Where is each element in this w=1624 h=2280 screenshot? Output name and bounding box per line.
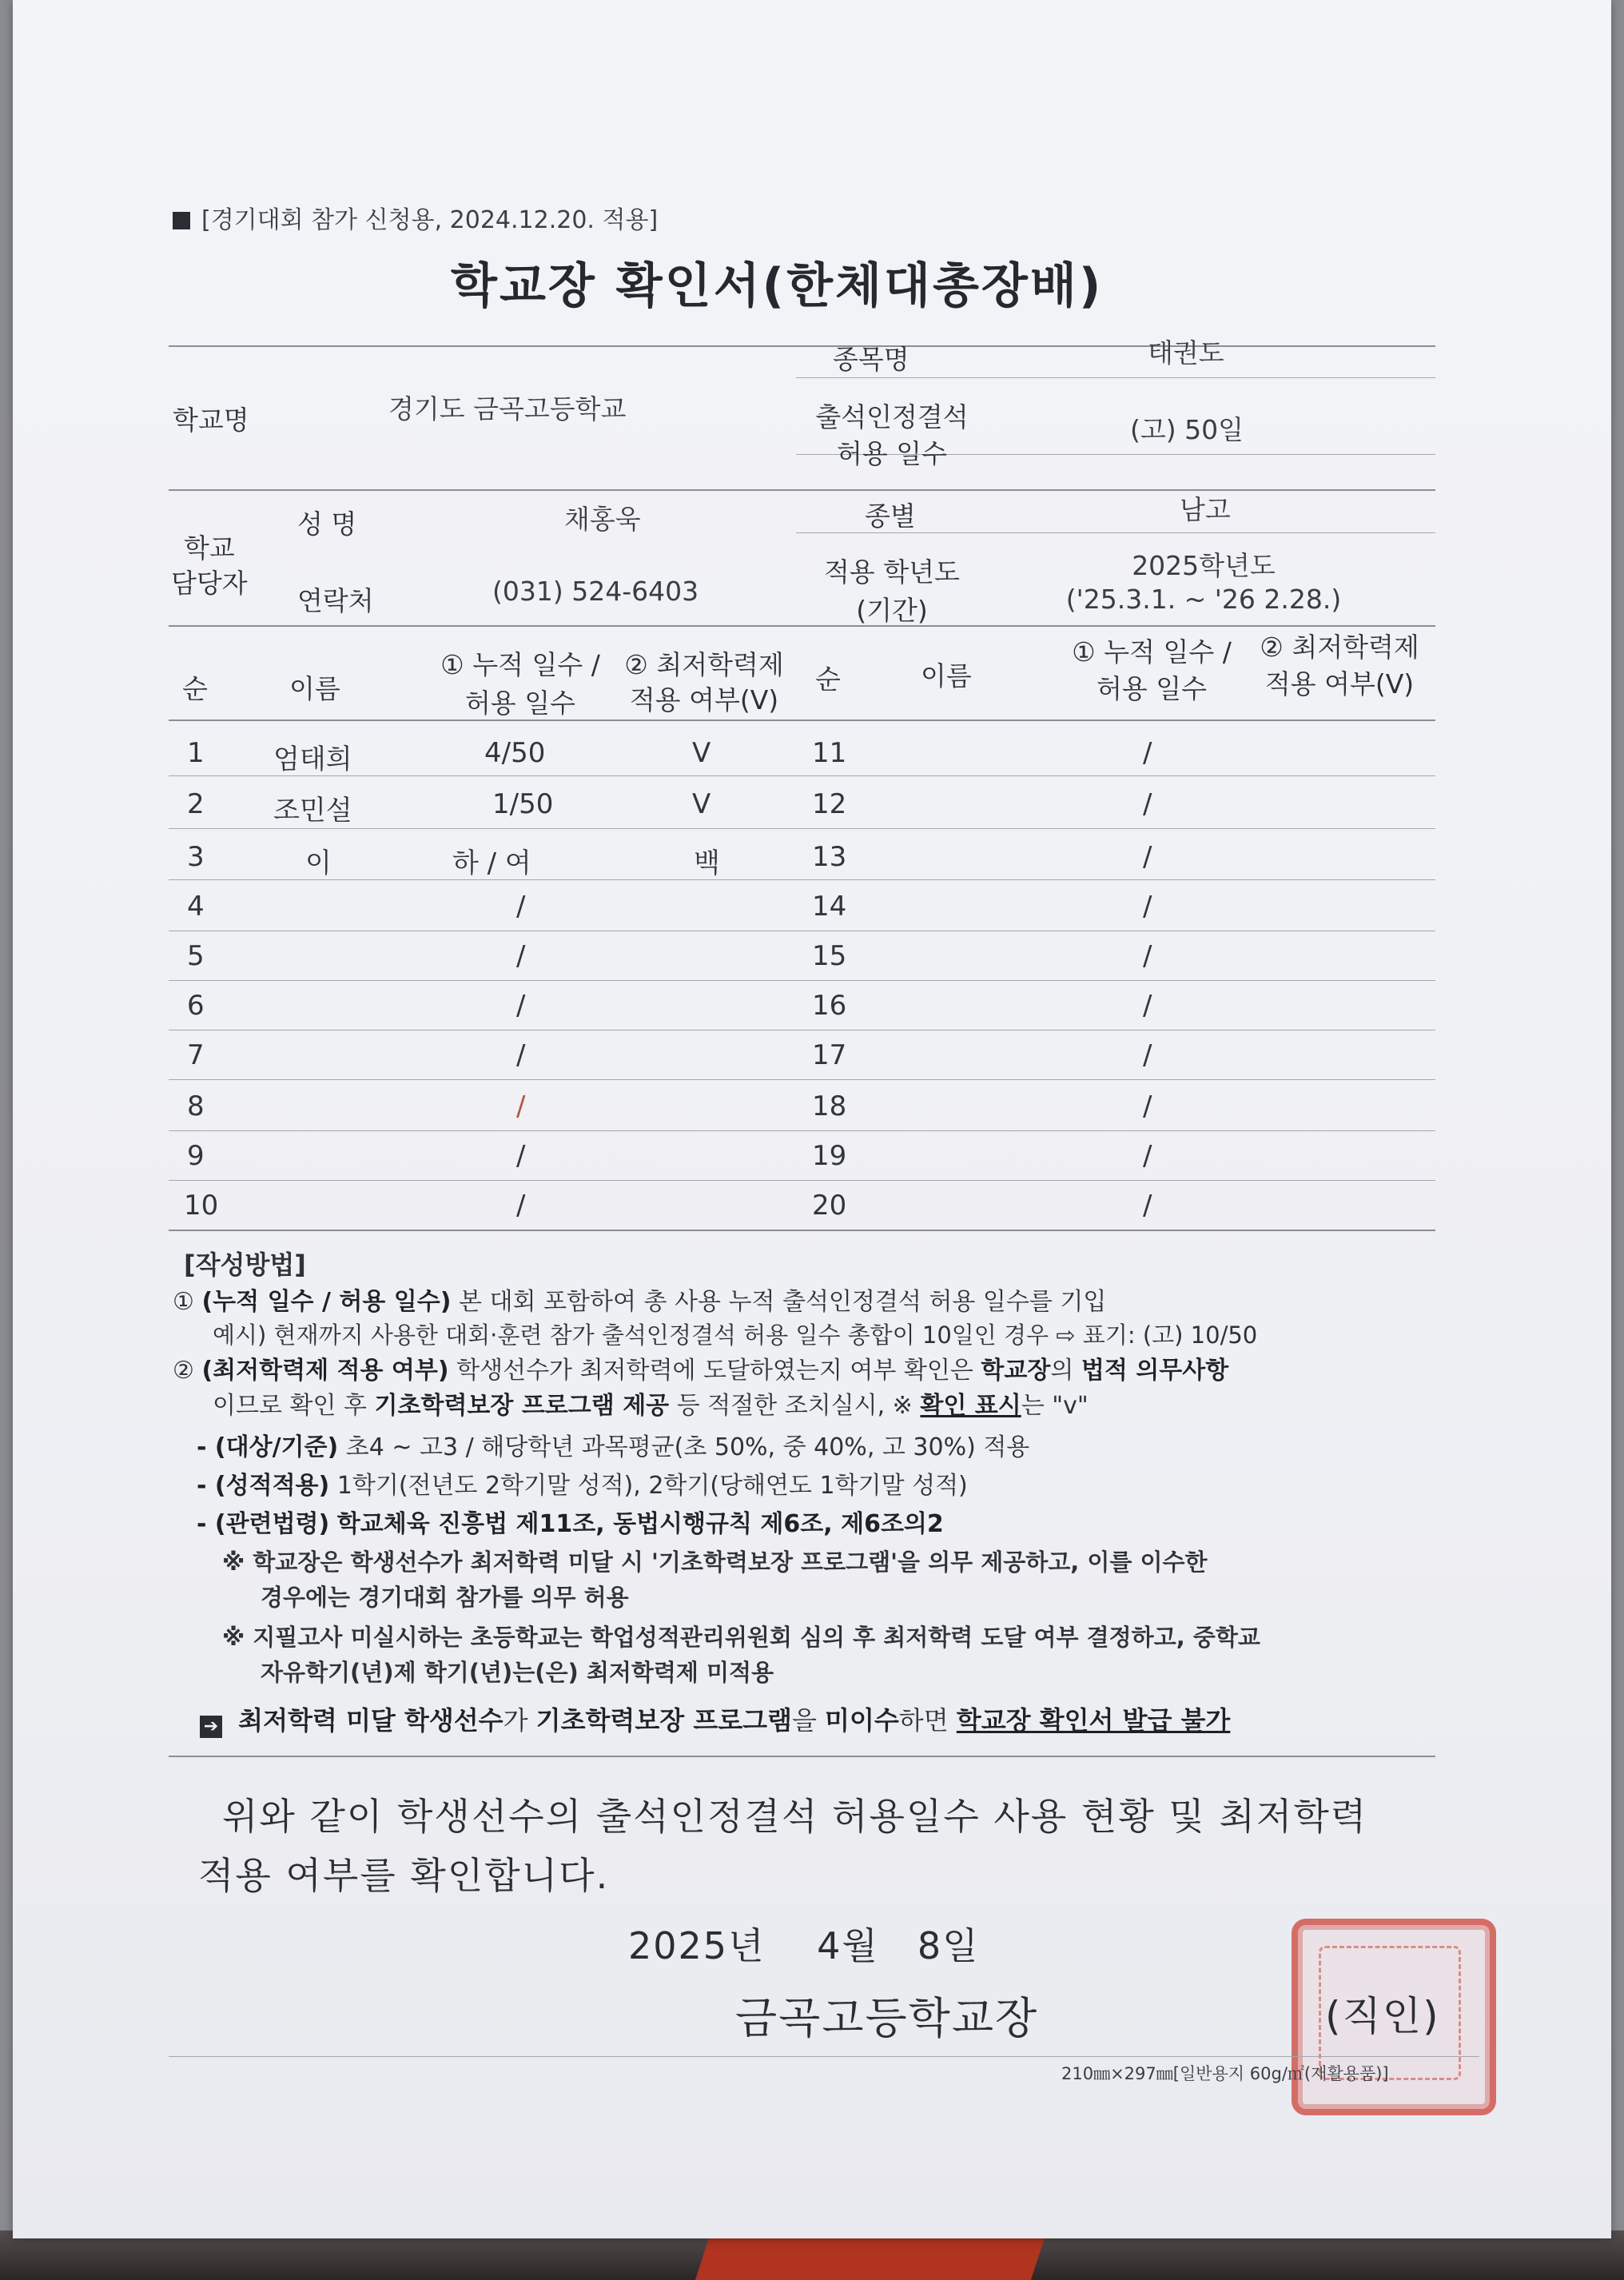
rule-event xyxy=(796,377,1435,378)
item2-text2: 의 xyxy=(1050,1357,1074,1385)
col-name-right: 이름 xyxy=(921,660,972,692)
row-no-right: 14 xyxy=(812,891,847,923)
document-title: 학교장 확인서(한체대총장배) xyxy=(451,258,1104,314)
row-days: / xyxy=(516,1190,526,1222)
item2-line2-c: 등 적절한 조치실시, ※ xyxy=(676,1392,913,1420)
sub1-bold: - (대상/기준) xyxy=(197,1433,339,1461)
rule-header-top xyxy=(169,345,1435,347)
table-row xyxy=(173,726,1435,775)
row-no: 7 xyxy=(187,1039,205,1071)
row-no: 4 xyxy=(187,891,205,923)
howto-final xyxy=(200,1705,1231,1738)
table-row xyxy=(173,777,1435,827)
manager-label-2: 담당자 xyxy=(171,568,248,599)
final-a: 최저학력 미달 학생선수 xyxy=(238,1705,504,1736)
col-min-left-1: ② 최저학력제 xyxy=(624,649,784,680)
col-days-left-2: 허용 일수 xyxy=(464,688,575,719)
col-days-right-1: ① 누적 일수 / xyxy=(1072,636,1232,668)
row-rule xyxy=(169,775,1435,776)
row-name: 조민설 xyxy=(273,795,352,827)
col-days-right-2: 허용 일수 xyxy=(1096,673,1207,704)
row-days-right: / xyxy=(1143,891,1152,923)
year-value-1: 2025학년도 xyxy=(1132,550,1276,581)
row-days: 하 / 여 xyxy=(452,847,531,879)
top-note-text: [경기대회 참가 신청용, 2024.12.20. 적용] xyxy=(201,206,659,234)
final-c: 기초학력보장 프로그램 xyxy=(535,1705,792,1736)
row-no-right: 12 xyxy=(812,788,847,820)
row-days-right: / xyxy=(1143,1039,1152,1071)
howto-note1-line1: ※ 학교장은 학생선수가 최저학력 미달 시 '기초학력보장 프로그램'을 의무 제공하고, 이를 이수한 xyxy=(222,1549,1208,1576)
name-value: 채홍욱 xyxy=(564,504,641,535)
item1-text: 본 대회 포함하여 총 사용 누적 출석인정결석 허용 일수를 기입 xyxy=(459,1288,1107,1316)
year-label-2: (기간) xyxy=(856,595,928,626)
row-days-right: / xyxy=(1143,940,1152,972)
top-note xyxy=(173,200,658,235)
row-days-right: / xyxy=(1143,1140,1152,1172)
final-g: 학교장 확인서 발급 불가 xyxy=(956,1705,1231,1736)
circle-two-icon: ② xyxy=(173,1357,194,1385)
row-no: 2 xyxy=(187,788,205,820)
row-days-right: / xyxy=(1143,841,1152,873)
school-value: 경기도 금곡고등학교 xyxy=(388,393,627,425)
howto-note1-line2: 경우에는 경기대회 참가를 의무 허용 xyxy=(261,1584,629,1611)
row-days: / xyxy=(516,990,526,1022)
row-name: 엄태희 xyxy=(273,743,352,775)
final-f: 하면 xyxy=(898,1705,949,1736)
item2-line2-d: 확인 표시 xyxy=(920,1392,1021,1420)
sub2-bold: - (성적적용) xyxy=(197,1472,330,1500)
table-row xyxy=(173,1178,1435,1228)
final-d: 을 xyxy=(791,1705,817,1736)
gender-value: 남고 xyxy=(1180,494,1231,525)
seal-label: (직인) xyxy=(1325,1993,1440,2039)
row-no: 1 xyxy=(187,737,205,769)
row-days: / xyxy=(516,891,526,923)
row-rule xyxy=(169,828,1435,829)
row-check: V xyxy=(692,737,711,769)
paper-spec: 210㎜×297㎜[일반용지 60g/㎡(재활용품)] xyxy=(1061,2064,1389,2083)
confirm-date: 2025년 4월 8일 xyxy=(628,1924,980,1967)
row-days-right: / xyxy=(1143,737,1152,769)
item2-line2-b: 기초학력보장 프로그램 제공 xyxy=(374,1392,670,1420)
sub3-text: 학교체육 진흥법 제11조, 동법시행규칙 제6조, 제6조의2 xyxy=(336,1510,944,1538)
item2-bold: (최저학력제 적용 여부) xyxy=(201,1357,449,1385)
row-days: / xyxy=(516,1090,526,1122)
row-no: 9 xyxy=(187,1140,205,1172)
col-name-left: 이름 xyxy=(289,673,340,704)
table-row xyxy=(173,1028,1435,1078)
row-days: / xyxy=(516,1039,526,1071)
howto-note2-line1: ※ 지필고사 미실시하는 초등학교는 학업성적관리위원회 심의 후 최저학력 도달 여부 결정하고, 중학교 xyxy=(222,1624,1260,1651)
item2-text: 학생선수가 최저학력에 도달하였는지 여부 확인은 xyxy=(456,1357,973,1385)
item2-line2-a: 이므로 확인 후 xyxy=(213,1392,367,1420)
row-days-right: / xyxy=(1143,1090,1152,1122)
row-no-right: 15 xyxy=(812,940,847,972)
sub2-text: 1학기(전년도 2학기말 성적), 2학기(당해연도 1학기말 성적) xyxy=(336,1472,968,1500)
row-no: 3 xyxy=(187,841,205,873)
item2-line2-e: 는 "v" xyxy=(1021,1392,1089,1420)
row-days: 1/50 xyxy=(492,788,554,820)
row-check: 백 xyxy=(694,847,720,879)
row-name: 이 xyxy=(305,847,332,879)
gender-label: 종별 xyxy=(865,500,916,532)
item2-bold2: 학교장 xyxy=(981,1357,1051,1385)
row-no-right: 19 xyxy=(812,1140,847,1172)
row-days-right: / xyxy=(1143,788,1152,820)
howto-sub2 xyxy=(197,1474,968,1498)
year-label-1: 적용 학년도 xyxy=(824,556,960,588)
row-days: 4/50 xyxy=(484,737,546,769)
row-days-right: / xyxy=(1143,990,1152,1022)
row-no-right: 16 xyxy=(812,990,847,1022)
table-bottom-rule xyxy=(169,1230,1435,1231)
howto-sub3 xyxy=(197,1510,944,1538)
rule-bottom xyxy=(169,2056,1479,2057)
col-no-left: 순 xyxy=(182,673,208,704)
table-row xyxy=(173,830,1435,879)
event-label: 종목명 xyxy=(833,344,910,375)
school-label: 학교명 xyxy=(173,405,249,436)
final-e: 미이수 xyxy=(825,1705,899,1736)
table-row xyxy=(173,929,1435,979)
row-no-right: 11 xyxy=(812,737,847,769)
row-no: 8 xyxy=(187,1090,205,1122)
row-no-right: 20 xyxy=(812,1190,847,1222)
row-no-right: 13 xyxy=(812,841,847,873)
col-days-left-1: ① 누적 일수 / xyxy=(440,649,600,680)
contact-value: (031) 524-6403 xyxy=(492,576,699,607)
confirm-line1: 위와 같이 학생선수의 출석인정결석 허용일수 사용 현황 및 최저학력 xyxy=(222,1795,1368,1838)
final-b: 가 xyxy=(503,1705,528,1736)
name-label: 성 명 xyxy=(297,508,357,540)
circle-one-icon: ① xyxy=(173,1288,194,1316)
row-days-right: / xyxy=(1143,1190,1152,1222)
absence-label-1: 출석인정결석 xyxy=(815,401,969,432)
absence-value: (고) 50일 xyxy=(1130,414,1244,445)
arrow-box-icon: ➔ xyxy=(200,1716,222,1738)
row-no-right: 17 xyxy=(812,1039,847,1071)
rule-before-confirm xyxy=(169,1756,1435,1757)
sub1-text: 초4 ~ 고3 / 해당학년 과목평균(초 50%, 중 40%, 고 30%) 적용 xyxy=(345,1433,1030,1461)
row-no-right: 18 xyxy=(812,1090,847,1122)
event-value: 태권도 xyxy=(1148,337,1224,369)
table-row xyxy=(173,1129,1435,1178)
sub3-bold: - (관련법령) xyxy=(197,1510,330,1538)
howto-note2-line2: 자유학기(년)제 학기(년)는(은) 최저학력제 미적용 xyxy=(261,1659,774,1686)
certificate-paper xyxy=(13,0,1611,2238)
year-value-2: ('25.3.1. ~ '26 2.28.) xyxy=(1065,584,1342,615)
principal-name: 금곡고등학교장 xyxy=(735,1993,1039,2043)
absence-label-2: 허용 일수 xyxy=(836,438,947,469)
row-no: 6 xyxy=(187,990,205,1022)
table-row xyxy=(173,979,1435,1028)
rule-columns-bottom xyxy=(169,719,1435,721)
table-row xyxy=(173,1079,1435,1129)
col-min-right-1: ② 최저학력제 xyxy=(1260,632,1419,663)
howto-item2 xyxy=(173,1359,1228,1383)
row-days: / xyxy=(516,1140,526,1172)
col-no-right: 순 xyxy=(815,664,841,695)
square-bullet-icon xyxy=(173,212,190,229)
manager-label-1: 학교 xyxy=(184,532,235,564)
howto-item2-line2 xyxy=(213,1394,1089,1418)
row-no: 5 xyxy=(187,940,205,972)
item2-bold3: 법적 의무사항 xyxy=(1081,1357,1229,1385)
rule-school xyxy=(169,489,1435,491)
confirm-line2: 적용 여부를 확인합니다. xyxy=(198,1854,610,1897)
item1-bold: (누적 일수 / 허용 일수) xyxy=(201,1288,452,1316)
row-no: 10 xyxy=(184,1190,219,1222)
howto-sub1 xyxy=(197,1433,1030,1461)
col-min-right-2: 적용 여부(V) xyxy=(1264,668,1415,700)
howto-heading: [작성방법] xyxy=(184,1250,306,1280)
howto-item1 xyxy=(173,1290,1106,1314)
row-check: V xyxy=(692,788,711,820)
contact-label: 연락처 xyxy=(297,585,374,616)
row-days: / xyxy=(516,940,526,972)
table-row xyxy=(173,879,1435,929)
col-min-left-2: 적용 여부(V) xyxy=(629,684,779,715)
howto-item1-example: 예시) 현재까지 사용한 대회·훈련 참가 출석인정결석 허용 일수 총합이 10일인 경우 ⇨ 표기: (고) 10/50 xyxy=(213,1321,1258,1349)
